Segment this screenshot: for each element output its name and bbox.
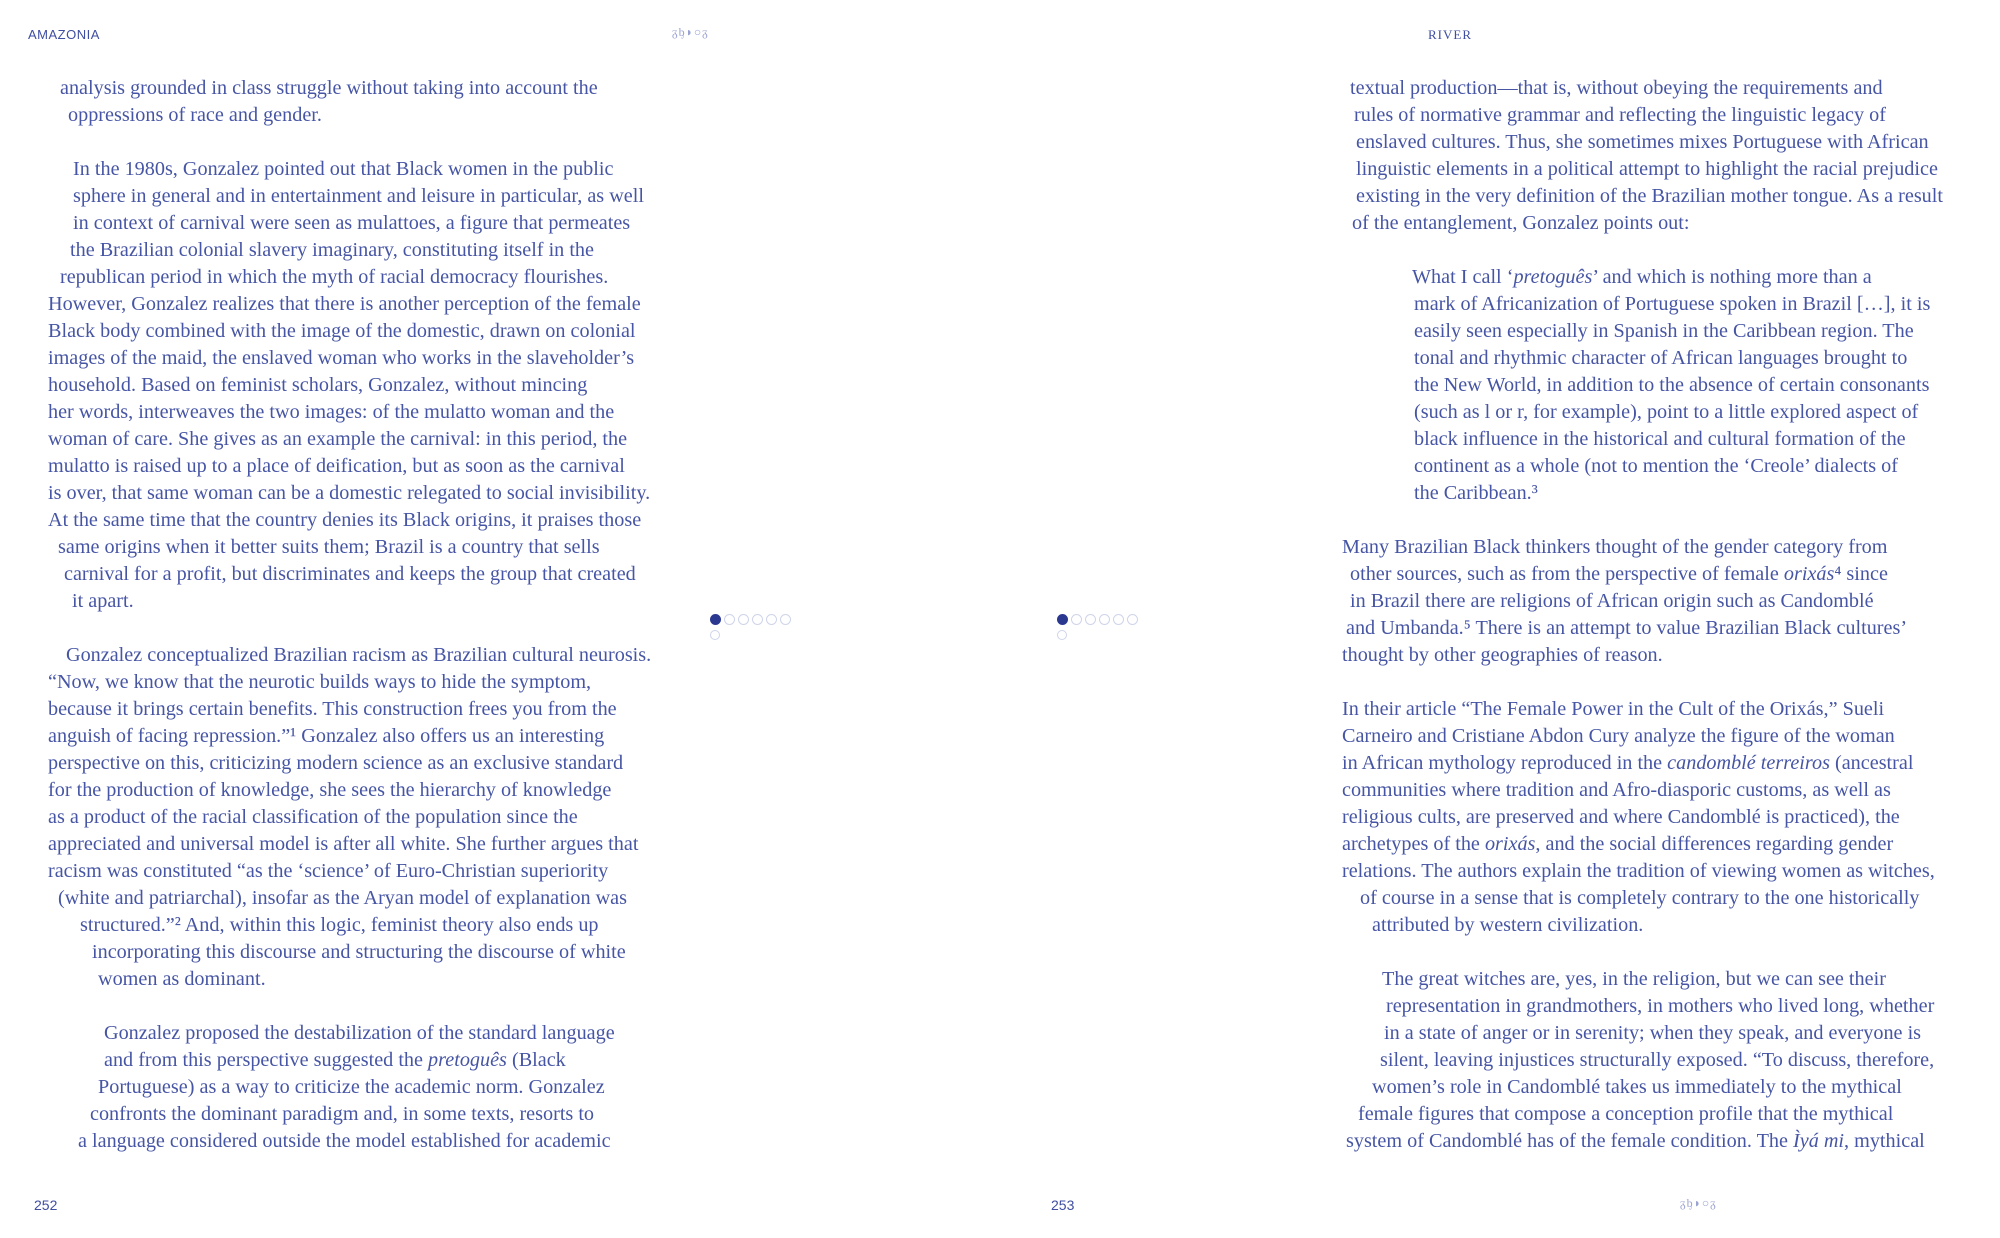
text-line: mulatto is raised up to a place of deification, but as soon as the carnival	[48, 455, 625, 477]
text-line: confronts the dominant paradigm and, in some texts, resorts to	[90, 1103, 595, 1125]
text-line: racism was constituted “as the ‘science’ of Euro-Christian superiority	[48, 860, 609, 882]
text-line: appreciated and universal model is after all white. She further argues that	[48, 833, 639, 855]
text-line: (such as l or r, for example), point to a little explored aspect of	[1414, 401, 1919, 423]
header-ornament-glyphs	[672, 25, 709, 40]
text-line: tonal and rhythmic character of African languages brought to	[1414, 347, 1908, 369]
nav-dot[interactable]	[1127, 614, 1138, 625]
nav-dot[interactable]	[780, 614, 791, 625]
text-line: communities where tradition and Afro-diasporic customs, as well as	[1342, 779, 1891, 801]
text-line: Black body combined with the image of the domestic, drawn on colonial	[48, 320, 636, 342]
text-line: In the 1980s, Gonzalez pointed out that Black women in the public	[73, 158, 614, 180]
text-line: same origins when it better suits them; Brazil is a country that sells	[58, 536, 600, 558]
text-line: woman of care. She gives as an example the carnival: in this period, the	[48, 428, 628, 450]
ornament-glyph-text: ᵹᶀ◗○ᵹ	[1680, 1196, 1717, 1210]
text-line: as a product of the racial classification of the population since the	[48, 806, 578, 828]
text-line: Many Brazilian Black thinkers thought of the gender category from	[1342, 536, 1888, 558]
running-head-left: AMAZONIA	[28, 27, 100, 42]
text-line: Gonzalez conceptualized Brazilian racism as Brazilian cultural neurosis.	[66, 644, 652, 666]
text-line: perspective on this, criticizing modern science as an exclusive standard	[48, 752, 624, 774]
footer-ornament-glyphs	[1680, 1196, 1717, 1211]
text-run: and from this perspective suggested the	[104, 1049, 429, 1071]
running-head-right: RIVER	[1428, 27, 1472, 42]
text-line: Carneiro and Cristiane Abdon Cury analyze the figure of the woman	[1342, 725, 1895, 747]
text-line: enslaved cultures. Thus, she sometimes mixes Portuguese with African	[1356, 131, 1929, 153]
text-line: relations. The authors explain the tradition of viewing women as witches,	[1342, 860, 1935, 882]
dot-navigation-left[interactable]	[710, 614, 791, 625]
right-paragraph-4	[1342, 966, 1982, 1155]
text-run: in African mythology reproduced in the	[1342, 752, 1668, 774]
text-line: the New World, in addition to the absence of certain consonants	[1414, 374, 1930, 396]
left-paragraph-4	[48, 1020, 688, 1155]
nav-dot[interactable]	[738, 614, 749, 625]
italic-term: candomblé terreiros	[1667, 752, 1830, 774]
text-line: At the same time that the country denies its Black origins, it praises those	[48, 509, 642, 531]
right-paragraph-3	[1342, 696, 1982, 939]
left-paragraph-1	[48, 75, 688, 129]
text-line: incorporating this discourse and structuring the discourse of white	[92, 941, 626, 963]
text-line: her words, interweaves the two images: of the mulatto woman and the	[48, 401, 615, 423]
text-run: other sources, such as from the perspective of female	[1350, 563, 1784, 585]
text-line: a language considered outside the model established for academic	[78, 1130, 611, 1152]
text-line: for the production of knowledge, she sees the hierarchy of knowledge	[48, 779, 612, 801]
text-line	[1342, 1128, 1982, 1155]
text-line: is over, that same woman can be a domestic relegated to social invisibility.	[48, 482, 651, 504]
nav-dot[interactable]	[1099, 614, 1110, 625]
text-line: sphere in general and in entertainment and leisure in particular, as well	[73, 185, 644, 207]
text-line: In their article “The Female Power in the Cult of the Orixás,” Sueli	[1342, 698, 1885, 720]
text-line: in a state of anger or in serenity; when they speak, and everyone is	[1384, 1022, 1922, 1044]
nav-dot[interactable]	[1113, 614, 1124, 625]
text-line: women’s role in Candomblé takes us immediately to the mythical	[1372, 1076, 1902, 1098]
text-line: because it brings certain benefits. This construction frees you from the	[48, 698, 617, 720]
text-line: (white and patriarchal), insofar as the Aryan model of explanation was	[58, 887, 627, 909]
text-line: thought by other geographies of reason.	[1342, 644, 1663, 666]
text-run: archetypes of the	[1342, 833, 1485, 855]
text-line: The great witches are, yes, in the religion, but we can see their	[1382, 968, 1886, 990]
text-line: religious cults, are preserved and where Candomblé is practiced), the	[1342, 806, 1900, 828]
nav-dot-active[interactable]	[1057, 614, 1068, 625]
text-run: (ancestral	[1829, 752, 1914, 774]
text-line: analysis grounded in class struggle without taking into account the	[60, 77, 598, 99]
text-line: textual production—that is, without obeying the requirements and	[1350, 77, 1883, 99]
page-number-left: 252	[34, 1197, 58, 1213]
nav-dot[interactable]	[724, 614, 735, 625]
nav-dot[interactable]	[1057, 630, 1067, 640]
text-line	[1342, 831, 1982, 858]
text-run: ⁴ since	[1834, 563, 1888, 585]
left-page-text	[48, 75, 688, 1155]
italic-term: Ìyá mi	[1793, 1130, 1845, 1152]
dot-navigation-right-row2[interactable]	[1057, 630, 1067, 640]
text-line: of the entanglement, Gonzalez points out:	[1352, 212, 1690, 234]
nav-dot[interactable]	[1071, 614, 1082, 625]
text-line: Portuguese) as a way to criticize the academic norm. Gonzalez	[98, 1076, 605, 1098]
italic-term: orixás	[1484, 833, 1536, 855]
text-line	[48, 1047, 688, 1074]
text-line: representation in grandmothers, in mothers who lived long, whether	[1386, 995, 1935, 1017]
text-line: anguish of facing repression.”¹ Gonzalez also offers us an interesting	[48, 725, 605, 747]
text-line: household. Based on feminist scholars, Gonzalez, without mincing	[48, 374, 588, 396]
nav-dot[interactable]	[752, 614, 763, 625]
italic-term: pretoguês	[428, 1049, 507, 1071]
text-line: structured.”² And, within this logic, feminist theory also ends up	[80, 914, 599, 936]
text-line: the Caribbean.³	[1414, 482, 1538, 504]
text-line: of course in a sense that is completely contrary to the one historically	[1360, 887, 1920, 909]
text-run: system of Candomblé has of the female condition. The	[1346, 1130, 1794, 1152]
left-paragraph-2	[48, 156, 688, 615]
text-line: linguistic elements in a political attempt to highlight the racial prejudice	[1356, 158, 1938, 180]
text-line: attributed by western civilization.	[1372, 914, 1644, 936]
text-line: However, Gonzalez realizes that there is another perception of the female	[48, 293, 641, 315]
text-line	[1342, 750, 1982, 777]
text-run: ’ and which is nothing more than a	[1592, 266, 1872, 288]
text-line: women as dominant.	[98, 968, 266, 990]
ornament-glyph-text: ᵹᶀ◗○ᵹ	[672, 25, 709, 39]
text-line: silent, leaving injustices structurally exposed. “To discuss, therefore,	[1380, 1049, 1935, 1071]
text-run: , and the social differences regarding gender	[1535, 833, 1894, 855]
text-line: carnival for a profit, but discriminates and keeps the group that created	[64, 563, 636, 585]
text-line	[1342, 561, 1982, 588]
text-line: rules of normative grammar and reflecting the linguistic legacy of	[1354, 104, 1886, 126]
text-line: republican period in which the myth of racial democracy flourishes.	[60, 266, 609, 288]
text-line	[1342, 264, 1982, 291]
text-line: Gonzalez proposed the destabilization of the standard language	[104, 1022, 615, 1044]
page-number-center: 253	[1051, 1197, 1075, 1213]
text-line: continent as a whole (not to mention the ‘Creole’ dialects of	[1414, 455, 1898, 477]
right-paragraph-1	[1342, 75, 1982, 237]
nav-dot[interactable]	[766, 614, 777, 625]
dot-navigation-left-row2[interactable]	[710, 630, 720, 640]
nav-dot[interactable]	[710, 630, 720, 640]
text-run: (Black	[506, 1049, 566, 1071]
text-line: “Now, we know that the neurotic builds ways to hide the symptom,	[48, 671, 592, 693]
text-line: in context of carnival were seen as mulattoes, a figure that permeates	[73, 212, 631, 234]
text-run: , mythical	[1844, 1130, 1925, 1152]
italic-term: orixás	[1783, 563, 1835, 585]
nav-dot-active[interactable]	[710, 614, 721, 625]
text-line: and Umbanda.⁵ There is an attempt to value Brazilian Black cultures’	[1346, 617, 1908, 639]
text-line: oppressions of race and gender.	[68, 104, 322, 126]
block-quote	[1342, 264, 1982, 507]
right-page-text	[1342, 75, 1982, 1155]
dot-navigation-right[interactable]	[1057, 614, 1138, 625]
text-line: female figures that compose a conception profile that the mythical	[1358, 1103, 1894, 1125]
italic-term: pretoguês	[1513, 266, 1593, 288]
right-paragraph-2	[1342, 534, 1982, 669]
text-line: mark of Africanization of Portuguese spoken in Brazil […], it is	[1414, 293, 1931, 315]
text-line: easily seen especially in Spanish in the Caribbean region. The	[1414, 320, 1914, 342]
text-line: images of the maid, the enslaved woman who works in the slaveholder’s	[48, 347, 635, 369]
left-paragraph-3	[48, 642, 688, 993]
text-line: it apart.	[72, 590, 134, 612]
text-line: black influence in the historical and cultural formation of the	[1414, 428, 1906, 450]
text-line: existing in the very definition of the Brazilian mother tongue. As a result	[1356, 185, 1943, 207]
text-line: in Brazil there are religions of African origin such as Candomblé	[1350, 590, 1874, 612]
text-run: What I call ‘	[1412, 266, 1514, 288]
text-line: the Brazilian colonial slavery imaginary, constituting itself in the	[70, 239, 594, 261]
nav-dot[interactable]	[1085, 614, 1096, 625]
